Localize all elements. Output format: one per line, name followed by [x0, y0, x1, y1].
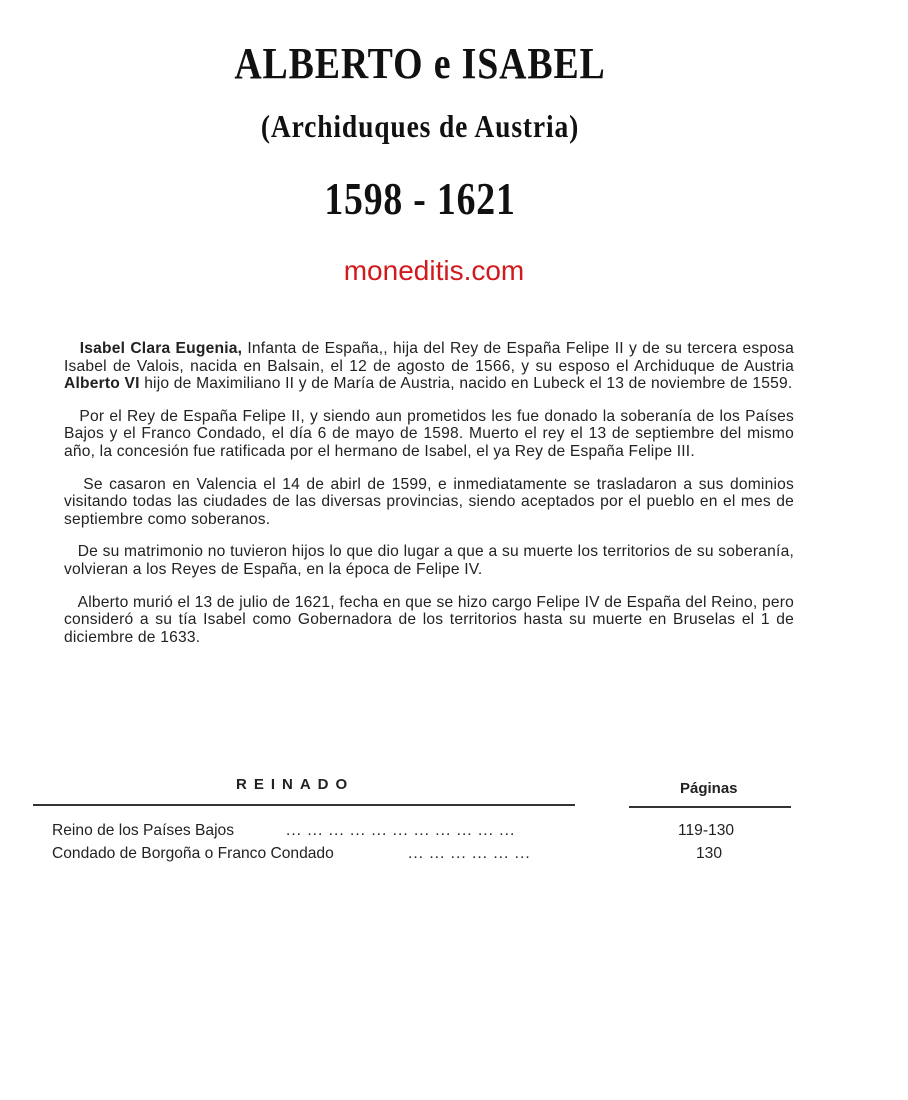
reign-years: 1598 - 1621	[324, 173, 516, 224]
index-row-leader: ... ... ... ... ... ... ... ... ... ... ...	[286, 822, 516, 839]
document-title: ALBERTO e ISABEL	[234, 39, 606, 88]
index-row-label: Reino de los Países Bajos	[52, 822, 235, 839]
paragraph-5	[64, 594, 794, 647]
paragraph-4-text: De su matrimonio no tuvieron hijos lo que dio lugar a que a su muerte los territorios de su soberanía, volvieran a los Reyes de España, en la época de Felipe IV.	[64, 543, 794, 578]
index-row-leader: ... ... ... ... ... ...	[408, 845, 531, 862]
website-watermark: moneditis.com	[343, 255, 525, 286]
paragraph-4	[64, 543, 794, 578]
reinado-column-header: REINADO	[236, 776, 355, 793]
biography-text	[64, 340, 794, 661]
paragraph-1-bold-name: Alberto VI	[64, 375, 140, 393]
paginas-divider	[629, 806, 791, 808]
paginas-column-header: Páginas	[680, 780, 738, 797]
paragraph-1	[64, 340, 794, 393]
paragraph-5-text: Alberto murió el 13 de julio de 1621, fecha en que se hizo cargo Felipe IV de España del Reino, pero consideró a su tía Isabel como Gobernadora de los territorios hasta su muerte en Bruselas el 1 de diciembre de 1633.	[64, 593, 794, 646]
index-row-label: Condado de Borgoña o Franco Condado	[52, 845, 334, 862]
index-row-pages: 130	[696, 845, 723, 862]
reinado-divider	[33, 804, 575, 806]
paragraph-2-text: Por el Rey de España Felipe II, y siendo aun prometidos les fue donado la soberanía de los Países Bajos y el Franco Condado, el día 6 de mayo de 1598. Muerto el rey el 13 de septiembre del mismo año, la concesión fue ratificada por el hermano de Isabel, el ya Rey de España Felipe III.	[64, 407, 794, 460]
paragraph-1-part-a: Infanta de España,, hija del Rey de España Felipe II y de su tercera esposa Isabel de Valois, nacida en Balsain, el 12 de agosto de 1566, y su esposo el Archiduque de Austria	[64, 340, 794, 375]
index-row-pages: 119-130	[678, 822, 735, 839]
paragraph-3	[64, 476, 794, 529]
document-subtitle: (Archiduques de Austria)	[260, 108, 580, 144]
paragraph-2	[64, 408, 794, 461]
paragraph-3-text: Se casaron en Valencia el 14 de abirl de 1599, e inmediatamente se trasladaron a sus dominios visitando todas las ciudades de las diversas provincias, siendo aceptados por el pueblo en el mes de septiembre como soberanos.	[64, 475, 794, 528]
paragraph-1-lead: Isabel Clara Eugenia,	[79, 340, 243, 357]
paragraph-1-part-b: hijo de Maximiliano II y de María de Austria, nacido en Lubeck el 13 de noviembre de 1559.	[139, 375, 793, 393]
